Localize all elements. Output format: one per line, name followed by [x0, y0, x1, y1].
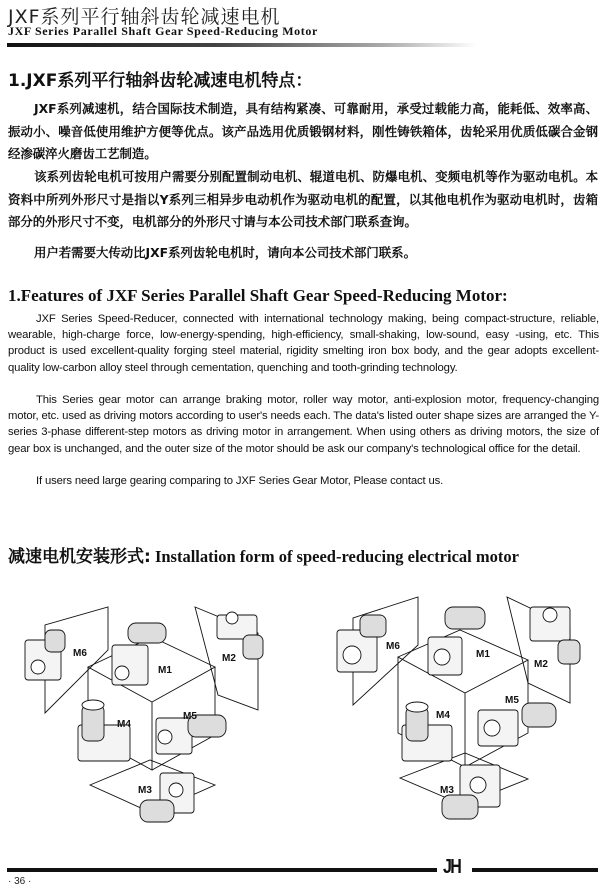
page-number: · 36 ·	[8, 876, 32, 887]
mounting-diagram-flange-svg	[300, 585, 600, 845]
label-m5: M5	[505, 695, 519, 706]
motor-m2	[217, 612, 263, 659]
company-logo: JH	[443, 856, 461, 878]
paragraph-text: JXF Series Speed-Reducer, connected with international technology making, being compact-structure, reliable, wearable, high-charge force, low-energy-spending, high-efficiency, small-shaking, low-sound, easy -using, etc. This product is used excellent-quality forging steel material, rigidity smelting iron box body, and the gear adopts excellent-quality low-carbon alloy steel through cementation, quenching and tooth-grinding technology.	[8, 313, 599, 374]
paragraph-text: 用户若需要大传动比JXF系列齿轮电机时，请向本公司技术部门联系。	[34, 245, 416, 260]
motor-m6	[25, 630, 65, 680]
label-m3: M3	[138, 785, 152, 796]
label-m4: M4	[436, 710, 450, 721]
label-m1: M1	[476, 649, 490, 660]
motor-m1	[428, 607, 485, 675]
section-heading-cn: 1.JXF系列平行轴斜齿轮减速电机特点：	[8, 71, 313, 91]
mounting-diagram-foot-svg	[0, 585, 300, 845]
motor-m5	[478, 703, 556, 746]
section-heading-en: 1.Features of JXF Series Parallel Shaft Gear Speed-Reducing Motor:	[8, 286, 508, 305]
motor-m4	[78, 700, 130, 761]
paragraph-text: If users need large gearing comparing to JXF Series Gear Motor, Please contact us.	[36, 475, 444, 487]
motor-m6	[337, 615, 386, 672]
label-m5: M5	[183, 711, 197, 722]
header-title-cn: JXF系列平行轴斜齿轮减速电机	[8, 6, 281, 28]
paragraph-cn-1	[8, 98, 598, 166]
mounting-diagram-foot	[0, 585, 300, 845]
label-m3: M3	[440, 785, 454, 796]
label-m6: M6	[386, 641, 400, 652]
label-m2: M2	[222, 653, 236, 664]
paragraph-cn-2	[8, 166, 598, 234]
paragraph-en-1	[8, 311, 599, 376]
paragraph-en-2	[8, 392, 599, 457]
installation-title-cn: 减速电机安装形式:	[8, 547, 151, 567]
cube-top-face	[398, 630, 528, 693]
cube-top-face	[88, 637, 215, 702]
paragraph-text: JXF系列减速机，结合国际技术制造，具有结构紧凑、可靠耐用，承受过载能力高，能耗低、效率高、振动小、噪音低使用维护方便等优点。该产品选用优质锻钢材料，刚性铸铁箱体，齿轮采用优质低碳合金钢经渗碳淬火磨齿工艺制造。	[8, 101, 598, 161]
motor-m3	[140, 773, 194, 822]
mounting-diagram-flange	[300, 585, 600, 845]
motor-m2	[530, 607, 580, 664]
footer-divider-left	[7, 868, 437, 872]
header-divider	[7, 43, 477, 47]
paragraph-text: 该系列齿轮电机可按用户需要分别配置制动电机、辊道电机、防爆电机、变频电机等作为驱动电机。本资料中所列外形尺寸是指以Y系列三相异步电动机作为驱动电机的配置，以其他电机作为驱动电机时，齿箱部分的外形尺寸不变，电机部分的外形尺寸请与本公司技术部门联系查询。	[8, 169, 598, 229]
installation-title-en: Installation form of speed-reducing electrical motor	[150, 547, 519, 566]
label-m2: M2	[534, 659, 548, 670]
paragraph-text: This Series gear motor can arrange braking motor, roller way motor, anti-explosion motor, frequency-changing motor, etc. used as driving motors according to user's needs each. The data's listed outer shape sizes are arranged the Y-series 3-phase different-step motors as driving motor in arrangement. When using others as driving motors, the size of gear box is unchanged, and the outer size of the motor should be ask our company's technological office for the detail.	[8, 394, 599, 455]
label-m6: M6	[73, 648, 87, 659]
paragraph-en-3	[8, 473, 599, 489]
installation-title	[8, 542, 519, 567]
header-title-en: JXF Series Parallel Shaft Gear Speed-Reducing Motor	[8, 24, 318, 38]
label-m1: M1	[158, 665, 172, 676]
paragraph-cn-3	[8, 242, 598, 265]
footer-divider-right	[472, 868, 598, 872]
label-m4: M4	[117, 719, 131, 730]
